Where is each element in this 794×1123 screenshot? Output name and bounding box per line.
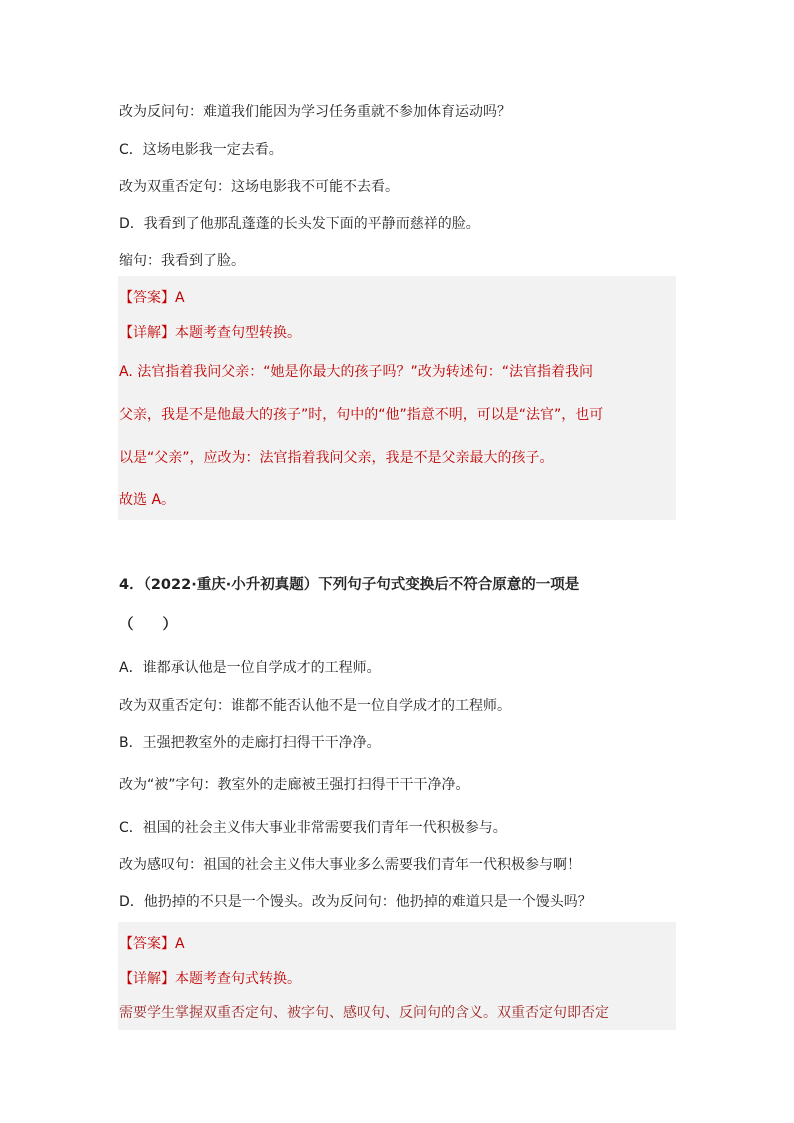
answer-blank: （ ） — [119, 617, 177, 633]
detail-label-q3: 【详解】本题考查句型转换。 — [119, 325, 301, 341]
q4-option-d: D．他扔掉的不只是一个馒头。改为反问句：他扔掉的难道只是一个馒头吗？ — [119, 894, 592, 910]
option-b-rewrite: 改为反问句：难道我们能因为学习任务重就不参加体育运动吗？ — [119, 104, 511, 120]
option-c: C．这场电影我一定去看。 — [119, 142, 283, 158]
conclusion-q3: 故选 A。 — [119, 492, 176, 508]
answer-box-q3 — [118, 276, 676, 520]
option-d: D．我看到了他那乱蓬蓬的长头发下面的平静而慈祥的脸。 — [119, 216, 480, 232]
option-c-rewrite: 改为双重否定句：这场电影我不可能不去看。 — [119, 179, 399, 195]
question-4-title: 4．（2022·重庆·小升初真题）下列句子句式变换后不符合原意的一项是 — [119, 577, 580, 593]
explanation-line: 以是“父亲”，应改为：法官指着我问父亲，我是不是父亲最大的孩子。 — [119, 450, 554, 466]
q4-option-a: A．谁都承认他是一位自学成才的工程师。 — [119, 660, 381, 676]
explanation-line: A. 法官指着我问父亲：“她是你最大的孩子吗？”改为转述句：“法官指着我问 — [119, 364, 593, 380]
q4-option-b: B．王强把教室外的走廊打扫得干干净净。 — [119, 735, 381, 751]
detail-label-q4: 【详解】本题考查句式转换。 — [119, 971, 301, 987]
q4-option-b-rewrite: 改为“被”字句：教室外的走廊被王强打扫得干干干净净。 — [119, 777, 470, 793]
q4-option-c-rewrite: 改为感叹句：祖国的社会主义伟大事业多么需要我们青年一代积极参与啊！ — [119, 857, 581, 873]
explanation-line: 父亲，我是不是他最大的孩子”时，句中的“他”指意不明，可以是“法官”，也可 — [119, 407, 604, 423]
q4-option-a-rewrite: 改为双重否定句：谁都不能否认他不是一位自学成才的工程师。 — [119, 698, 511, 714]
option-d-rewrite: 缩句：我看到了脸。 — [119, 253, 245, 269]
q4-option-c: C．祖国的社会主义伟大事业非常需要我们青年一代积极参与。 — [119, 820, 507, 836]
explanation-line-q4: 需要学生掌握双重否定句、被字句、感叹句、反问句的含义。双重否定句即否定 — [119, 1005, 609, 1021]
answer-label-q4: 【答案】A — [119, 936, 185, 952]
answer-label-q3: 【答案】A — [119, 290, 185, 306]
